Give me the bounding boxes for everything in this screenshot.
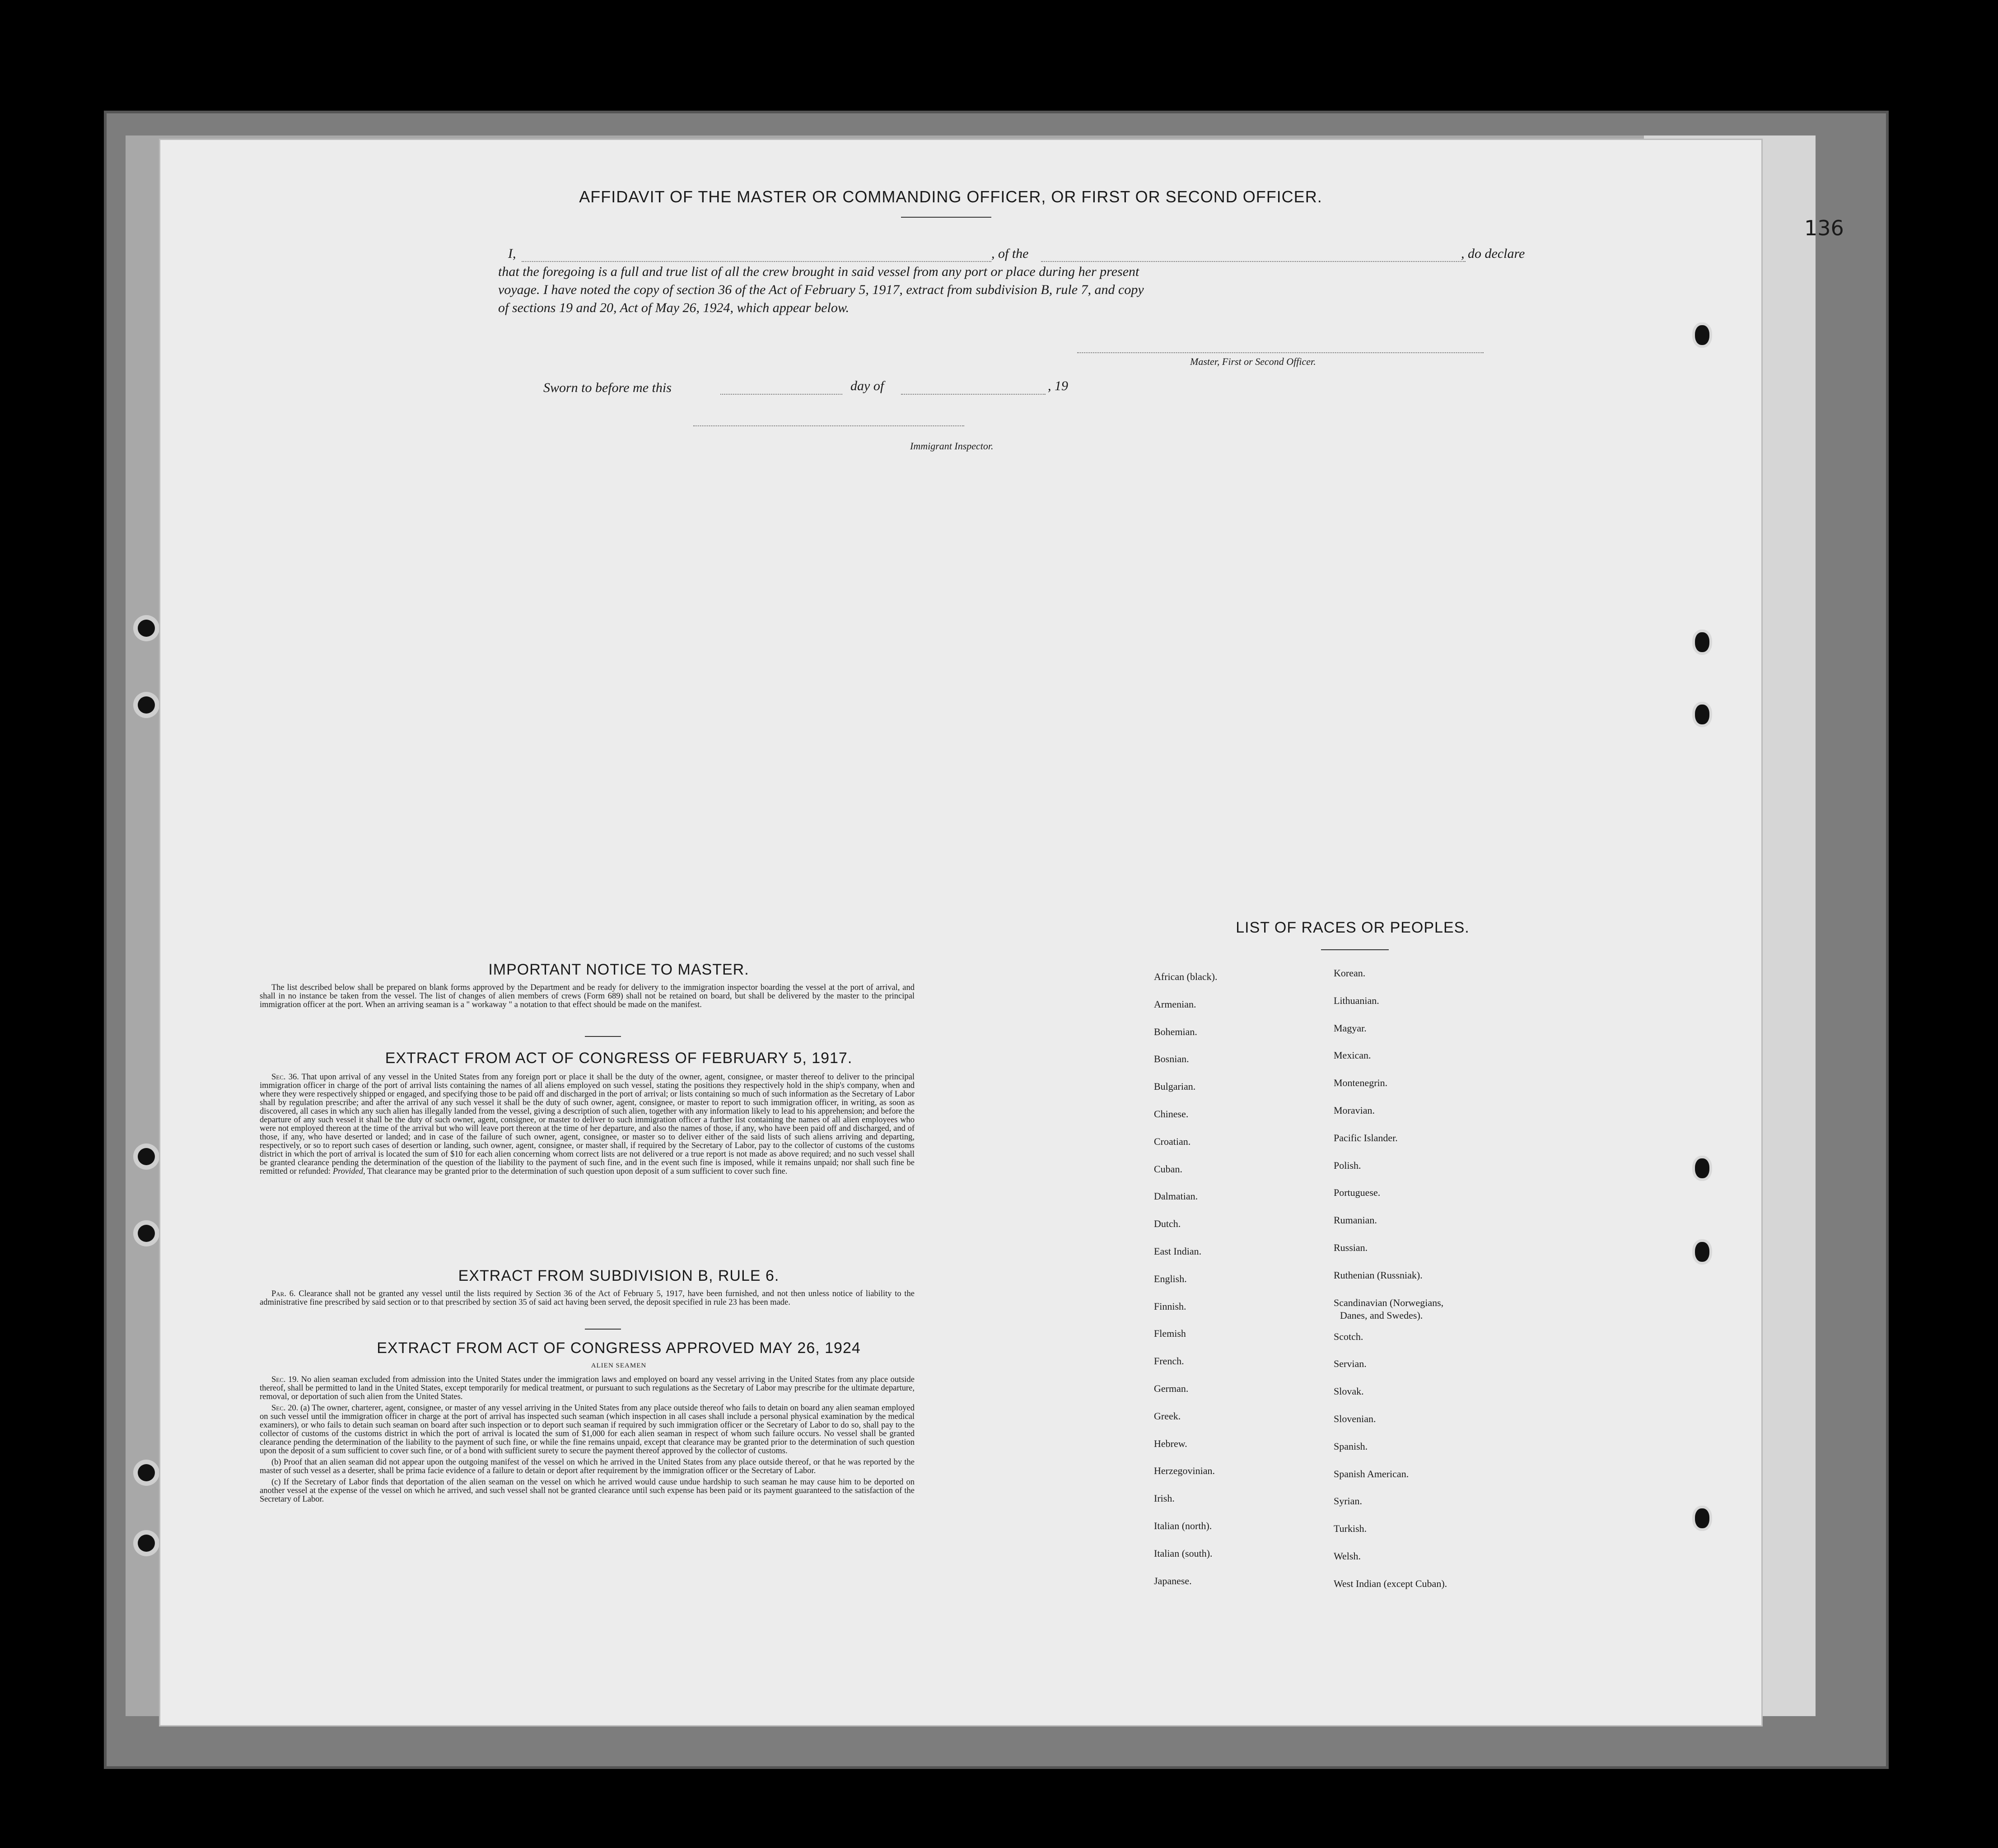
race-item: East Indian.	[1154, 1246, 1202, 1257]
par-6-text: Clearance shall not be granted any vessel until the lists required by Section 36 of the Act of February 5, 1917, have been furnished, and not then unless notice of liability to the administrative fine prescribed by said section or to that prescribed by section 35 of said act having been served, the deposit specified in rule 23 has been made.	[260, 1289, 915, 1307]
race-item: Danes, and Swedes).	[1340, 1309, 1423, 1321]
race-item: Italian (south).	[1154, 1547, 1213, 1559]
race-item: Syrian.	[1334, 1495, 1362, 1507]
race-item: Pacific Islander.	[1334, 1132, 1398, 1143]
race-item: Scandinavian (Norwegians,	[1334, 1297, 1444, 1308]
race-item: Slovak.	[1334, 1386, 1364, 1397]
race-item: West Indian (except Cuban).	[1334, 1577, 1447, 1589]
sworn-text: Sworn to before me this	[543, 380, 672, 395]
punch-hole	[138, 620, 155, 637]
race-item: Dalmatian.	[1154, 1190, 1198, 1202]
sec-19-label: Sec. 19.	[271, 1375, 299, 1384]
race-item: Mexican.	[1334, 1050, 1371, 1061]
race-item: German.	[1154, 1383, 1189, 1394]
par-6-label: Par. 6.	[271, 1289, 296, 1298]
punch-hole	[1695, 1508, 1709, 1528]
race-item: Bosnian.	[1154, 1053, 1189, 1065]
name-blank-line	[522, 261, 991, 262]
race-item: Greek.	[1154, 1410, 1181, 1422]
punch-hole	[1695, 1158, 1709, 1178]
race-item: Welsh.	[1334, 1550, 1361, 1562]
sec-20a-text: (a) The owner, charterer, agent, consignee, or master of any vessel arriving in the United States from any place outside thereof who fails to detain on board any alien seaman employed on such vessel until the immigration officer in charge at the port of arrival has inspected such seaman (which inspection in all cases shall include a personal physical examination by the medical examiners), or who fails to detain such seaman on board after such inspection or to deport such seaman if required by such immigration officer or the Secretary of Labor to do so, shall pay to the collector of customs of the customs district in which the port of arrival is located the sum of $1,000 for each alien seaman in respect of whom such failure occurs. No vessel shall be granted clearance pending the determination of the liability to the payment of such fine, or while the fine remains unpaid, except that clearance may be granted prior to the determination of such question upon the deposit of a sum sufficient to cover such fine, or of a bond with sufficient surety to secure the payment thereof approved by the collector of customs.	[260, 1404, 915, 1456]
race-item: Dutch.	[1154, 1218, 1181, 1230]
document-page	[160, 140, 1761, 1725]
race-item: Rumanian.	[1334, 1214, 1377, 1226]
punch-hole	[138, 696, 155, 714]
subdivision-block	[260, 1290, 915, 1310]
sec-36-label: Sec. 36.	[271, 1073, 299, 1082]
race-item: French.	[1154, 1355, 1184, 1367]
affidavit-title: AFFIDAVIT OF THE MASTER OR COMMANDING OFFICER, OR FIRST OR SECOND OFFICER.	[579, 187, 1322, 206]
race-item: English.	[1154, 1273, 1187, 1284]
race-item: Bulgarian.	[1154, 1081, 1196, 1092]
race-item: Polish.	[1334, 1159, 1361, 1171]
sec-36-text: That upon arrival of any vessel in the United States from any foreign port or place it shall be the duty of the owner, agent, consignee, or master thereof to deliver to the principal immigration officer in charge of the port of arrival lists containing the names of all aliens employed on such vessel, stating the positions they respectively hold in the ship's company, when and where they were respectively shipped or engaged, and specifying those to be paid off and discharged in the port of arrival; or lists containing so much of such information as the Secretary of Labor shall by regulation prescribe; and after the arrival of any such vessel it shall be the duty of such owner, agent, consignee, or master to report to such immigration officer, in writing, as soon as discovered, all cases in which any such alien has illegally landed from the vessel, giving a description of such alien, together with any information likely to lead to his apprehension; and before the departure of any such vessel it shall be the duty of such owner, agent, consignee, or master to deliver to such immigration officer a further list containing the names of all alien employees who were not employed thereon at the time of the arrival but who will leave port thereon at the time of her departure, and also the names of those, if any, who have been paid off and discharged, and of those, if any, who have deserted or landed; and in case of the failure of such owner, agent, consignee, or master so to deliver either of the said lists of such aliens arriving and departing, respectively, or so to report such cases of desertion or landing, such owner, agent, consignee, or master shall, if required by the Secretary of Labor, pay to the collector of customs of the customs district in which the port of arrival is located the sum of $10 for each alien concerning whom correct lists are not delivered or a true report is not made as above required; and no such vessel shall be granted clearance pending the determination of the question of the liability to the payment of such fine, and in the event such fine is imposed, while it remains unpaid; nor shall such fine be remitted or refunded:	[260, 1073, 915, 1176]
affidavit-line2: that the foregoing is a full and true list of all the crew brought in said vessel from any port or place during her present	[498, 264, 1139, 279]
race-item: Italian (north).	[1154, 1520, 1212, 1531]
race-item: Turkish.	[1334, 1523, 1367, 1535]
race-item: Montenegrin.	[1334, 1077, 1388, 1089]
divider	[1321, 949, 1389, 950]
sec-19-text: No alien seaman excluded from admission into the United States under the immigration laws and employed on board any vessel arriving in the United States from any place outside thereof, shall be permitted to land in the United States, except temporarily for medical treatment, or pursuant to such regulations as the Secretary of Labor may prescribe for the ultimate departure, removal, or deportation of such alien from the United States.	[260, 1375, 915, 1401]
extract-1924-title: EXTRACT FROM ACT OF CONGRESS APPROVED MAY 26, 1924	[377, 1339, 861, 1357]
race-item: Korean.	[1334, 967, 1366, 979]
affidavit-line3: voyage. I have noted the copy of section 36 of the Act of February 5, 1917, extract from subdivision B, rule 7, and copy	[498, 282, 1144, 297]
punch-hole	[138, 1225, 155, 1242]
race-item: Spanish American.	[1334, 1468, 1409, 1479]
race-item: Portuguese.	[1334, 1187, 1381, 1199]
extract-1924-block	[260, 1376, 915, 1507]
sec-20b-text: (b) Proof that an alien seaman did not appear upon the outgoing manifest of the vessel on which he arrived in the United States from any place outside thereof, or that he was reported by the master of such vessel as a deserter, shall be prima facie evidence of a failure to detain or deport after requirement by the immigration officer or the Secretary of Labor.	[260, 1458, 915, 1475]
affidavit-line4: of sections 19 and 20, Act of May 26, 1924, which appear below.	[498, 300, 850, 315]
notice-text: The list described below shall be prepared on blank forms approved by the Department and be ready for delivery to the immigration inspector boarding the vessel at the port of arrival, and shall in no instance be taken from the vessel. The list of changes of alien members of crews (Form 689) shall not be retained on board, but shall be delivered by the master to the principal immigration officer at the port. When an arriving seaman is a " workaway " a notation to that effect should be made on the manifest.	[260, 983, 915, 1009]
race-item: Chinese.	[1154, 1108, 1189, 1120]
race-item: Croatian.	[1154, 1135, 1191, 1147]
race-item: Japanese.	[1154, 1575, 1192, 1587]
page-number: 136	[1804, 216, 1844, 240]
subdivision-title: EXTRACT FROM SUBDIVISION B, RULE 6.	[458, 1267, 780, 1284]
race-item: African (black).	[1154, 971, 1218, 982]
alien-seamen-subtitle: ALIEN SEAMEN	[591, 1362, 647, 1369]
affidavit-declare: , do declare	[1461, 246, 1525, 261]
race-item: Irish.	[1154, 1493, 1175, 1504]
race-item: Armenian.	[1154, 998, 1196, 1010]
punch-hole	[1695, 705, 1709, 724]
race-item: Spanish.	[1334, 1440, 1368, 1452]
race-item: Hebrew.	[1154, 1437, 1187, 1449]
race-item: Cuban.	[1154, 1163, 1182, 1175]
race-item: Flemish	[1154, 1328, 1186, 1339]
race-item: Bohemian.	[1154, 1026, 1197, 1037]
extract-1917-block	[260, 1073, 915, 1179]
race-item: Scotch.	[1334, 1330, 1363, 1342]
divider	[585, 1329, 621, 1330]
provided-word: Provided,	[332, 1167, 365, 1176]
master-label: Master, First or Second Officer.	[1190, 356, 1316, 367]
race-item: Russian.	[1334, 1242, 1368, 1253]
race-item: Magyar.	[1334, 1022, 1367, 1034]
punch-hole	[1695, 325, 1709, 345]
inspector-label: Immigrant Inspector.	[910, 440, 994, 452]
day-blank-line	[720, 394, 842, 395]
race-item: Herzegovinian.	[1154, 1465, 1215, 1477]
signature-line	[1077, 352, 1484, 353]
races-title: LIST OF RACES OR PEOPLES.	[1236, 919, 1470, 936]
punch-hole	[138, 1464, 155, 1481]
race-item: Finnish.	[1154, 1300, 1186, 1312]
vessel-blank-line	[1041, 261, 1466, 262]
month-blank-line	[901, 394, 1046, 395]
affidavit-of-the: , of the	[991, 246, 1029, 261]
sec-20c-text: (c) If the Secretary of Labor finds that deportation of the alien seaman on the vessel on which he arrived would cause undue hardship to such seaman he may cause him to be deported on another vessel at the expense of the vessel on which he arrived, and such vessel shall not be granted clearance until such expense has been paid or its payment guaranteed to the satisfaction of the Secretary of Labor.	[260, 1478, 915, 1504]
punch-hole	[1695, 1242, 1709, 1262]
affidavit-i: I,	[508, 246, 516, 261]
punch-hole	[1695, 632, 1709, 652]
punch-hole	[138, 1535, 155, 1552]
race-item: Lithuanian.	[1334, 994, 1379, 1006]
extract-1917-title: EXTRACT FROM ACT OF CONGRESS OF FEBRUARY 5, 1917.	[385, 1050, 853, 1067]
race-item: Moravian.	[1334, 1105, 1375, 1116]
race-item: Ruthenian (Russniak).	[1334, 1269, 1423, 1281]
notice-title: IMPORTANT NOTICE TO MASTER.	[488, 961, 749, 978]
race-item: Servian.	[1334, 1358, 1367, 1370]
divider	[585, 1036, 621, 1037]
notice-text-block	[260, 984, 915, 1012]
sec-36-text-end: That clearance may be granted prior to the determination of such question upon deposit of a sum sufficient to cover such fine.	[367, 1167, 788, 1176]
divider	[901, 217, 991, 218]
sec-20-label: Sec. 20.	[271, 1404, 299, 1413]
inspector-signature-line	[693, 425, 964, 426]
year-text: , 19	[1048, 378, 1068, 393]
punch-hole	[138, 1148, 155, 1165]
day-of-text: day of	[850, 378, 884, 393]
race-item: Slovenian.	[1334, 1413, 1376, 1424]
